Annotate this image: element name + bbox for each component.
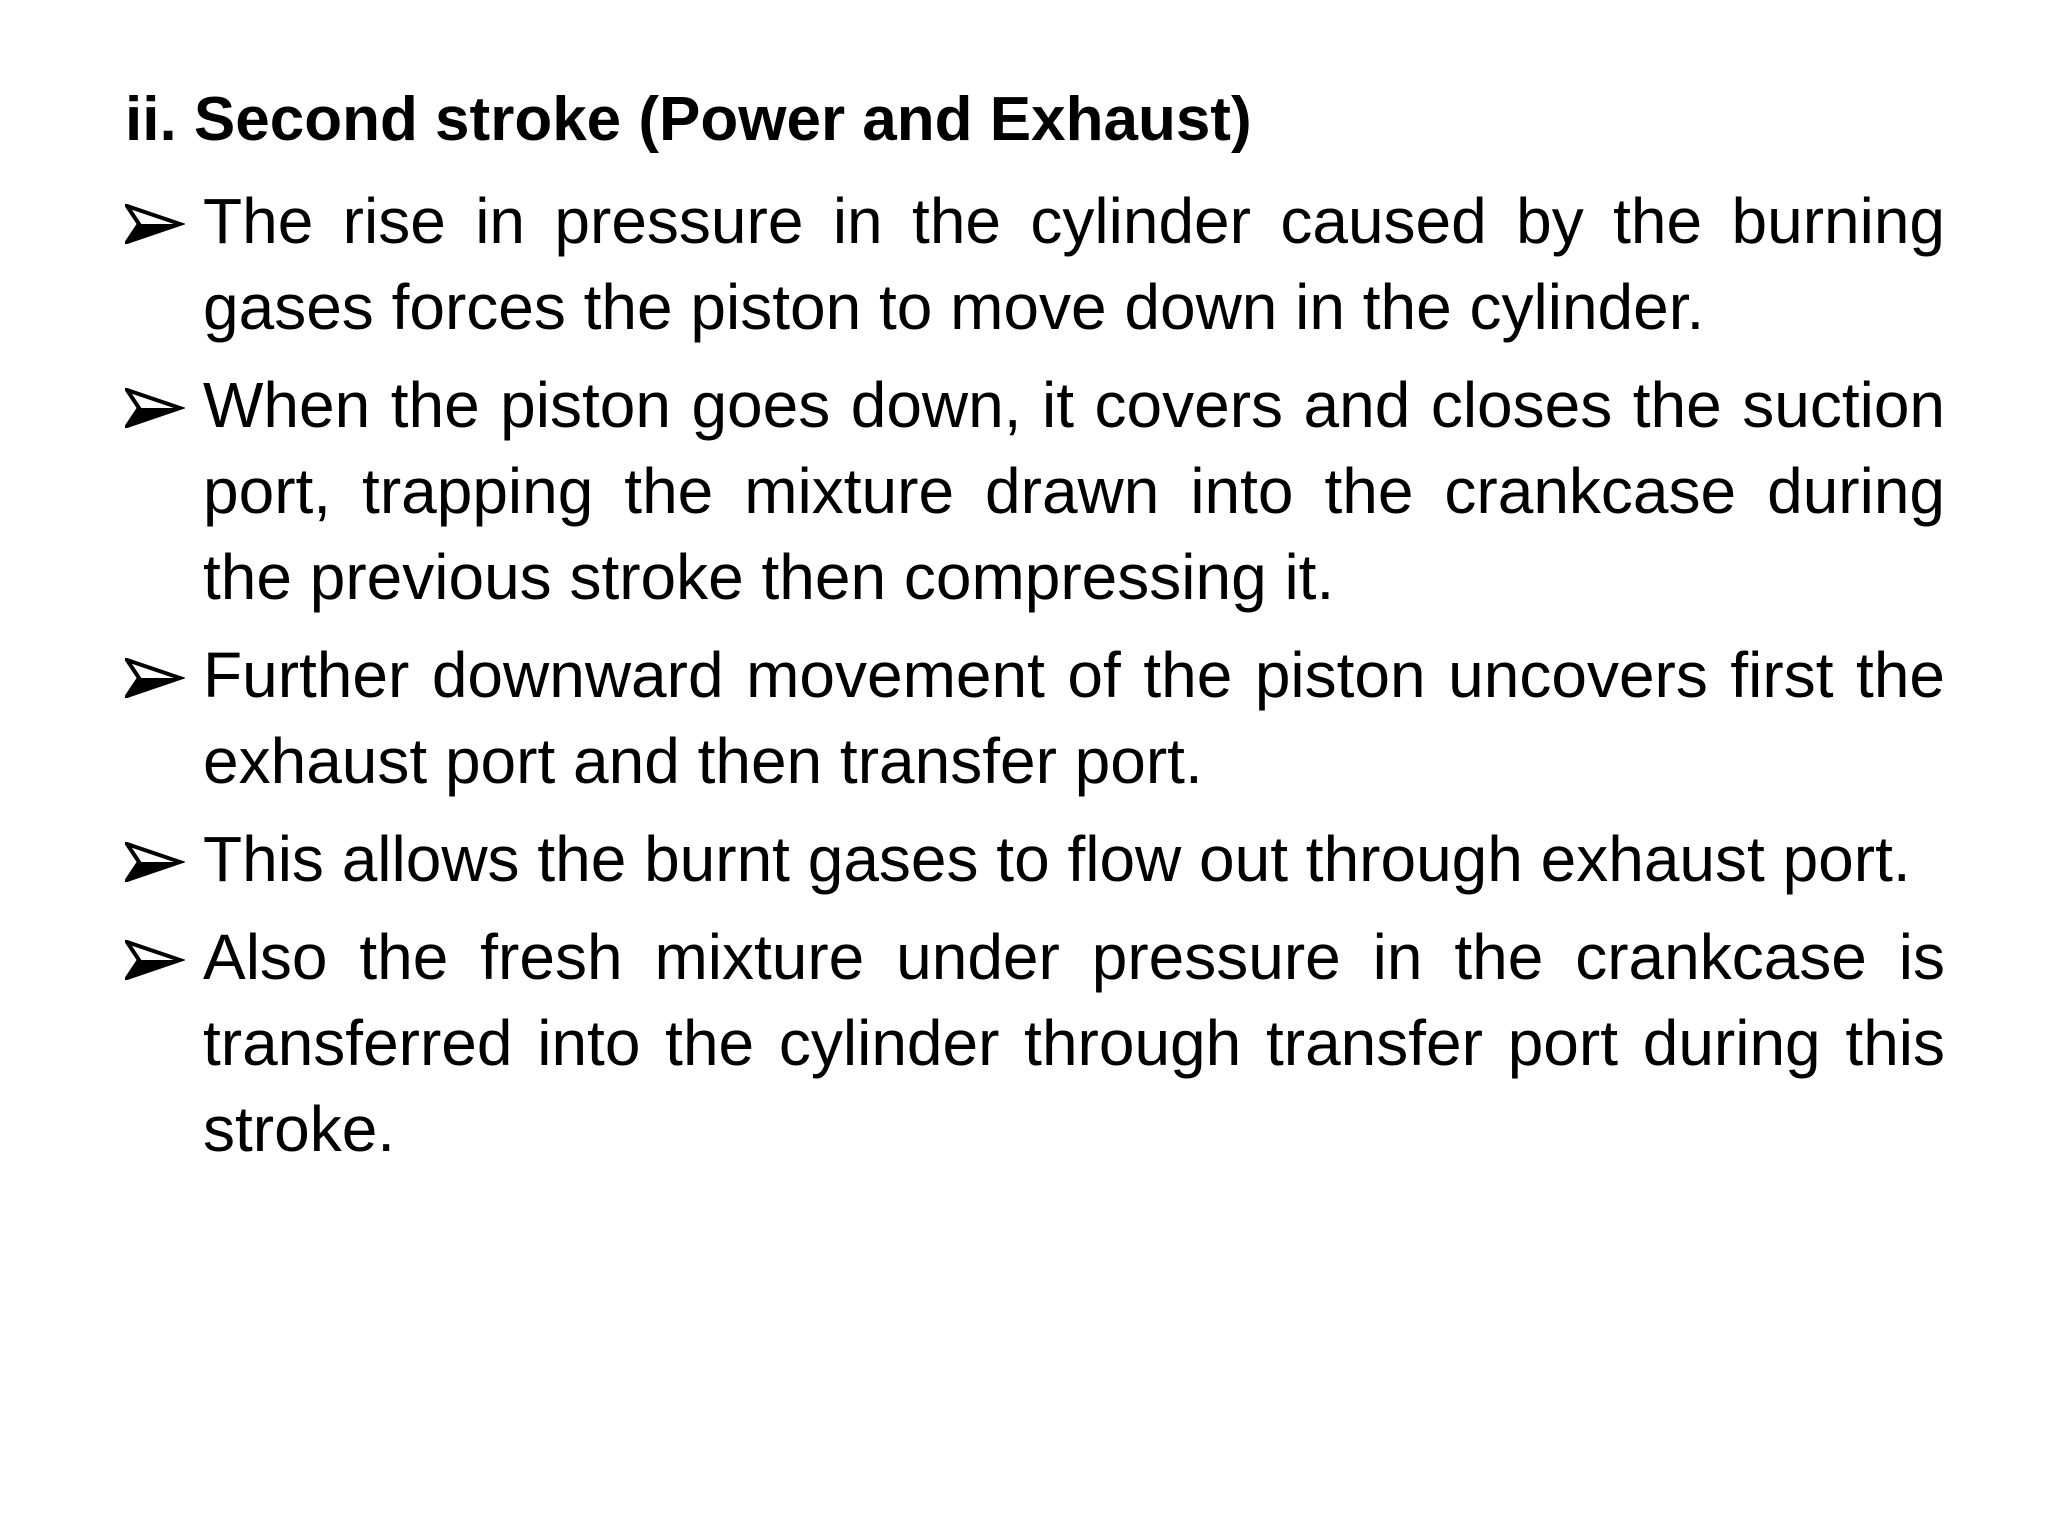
bullet-text: Also the fresh mixture under pressure in the crankcase is transferred into the cylinder through transfer port during this stroke. [203, 921, 1945, 1165]
arrow-bullet-icon [125, 842, 185, 882]
bullet-text: When the piston goes down, it covers and closes the suction port, trapping the mixture drawn into the crankcase during the previous stroke then compressing it. [203, 369, 1945, 613]
bullet-list [125, 178, 1945, 1184]
bullet-item [125, 914, 1945, 1172]
bullet-item [125, 362, 1945, 620]
arrow-bullet-icon [125, 388, 185, 428]
bullet-item [125, 816, 1945, 902]
bullet-text: This allows the burnt gases to flow out through exhaust port. [203, 823, 1911, 895]
bullet-text: Further downward movement of the piston uncovers first the exhaust port and then transfer port. [203, 639, 1945, 797]
bullet-text: The rise in pressure in the cylinder caused by the burning gases forces the piston to move down in the cylinder. [203, 185, 1945, 343]
arrow-bullet-icon [125, 204, 185, 244]
arrow-bullet-icon [125, 658, 185, 698]
arrow-bullet-icon [125, 940, 185, 980]
bullet-item [125, 632, 1945, 804]
bullet-item [125, 178, 1945, 350]
slide-heading: ii. Second stroke (Power and Exhaust) [125, 85, 1252, 154]
